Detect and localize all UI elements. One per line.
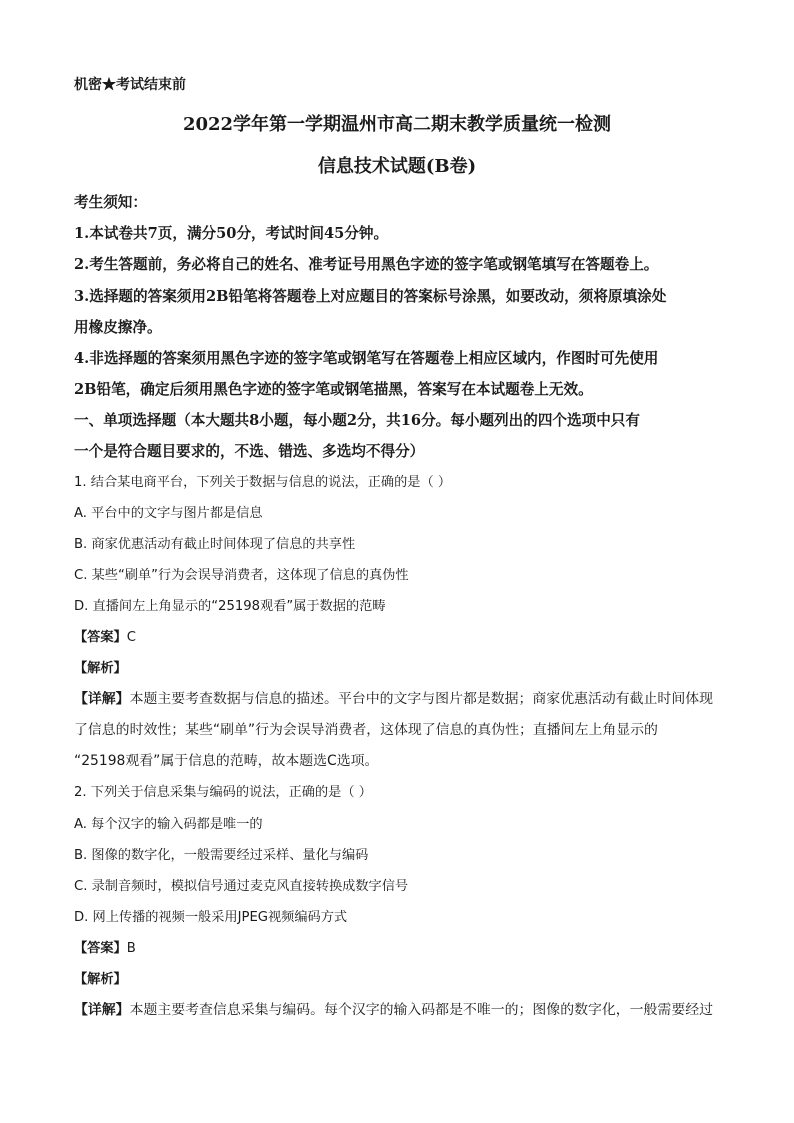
q2-analysis-tag: [74, 973, 127, 986]
q2-answer-tag: 【答案】: [74, 941, 127, 956]
q1-option-a: A. 平台中的文字与图片都是信息: [74, 506, 263, 521]
notice-item-1: 1.本试卷共7页，满分50分，考试时间45分钟。: [74, 225, 389, 242]
confidential-label: 机密★考试结束前: [74, 77, 186, 93]
q2-detail-tag: 【详解】: [74, 1002, 130, 1018]
section-heading-cont: 一个是符合题目要求的，不选、错选、多选均不得分）: [74, 443, 425, 460]
q2-option-c: C. 录制音频时，模拟信号通过麦克风直接转换成数字信号: [74, 879, 409, 894]
exam-subtitle: 信息技术试题(B卷): [317, 156, 477, 177]
q1-analysis-label: 【解析】: [74, 661, 127, 676]
q2-detail-line-1: [74, 1004, 713, 1018]
notice-item-3: 3.选择题的答案须用2B铅笔将答题卷上对应题目的答案标号涂黑，如要改动，须将原填涂处: [74, 288, 667, 305]
q1-option-c: C. 某些“刷单”行为会误导消费者，这体现了信息的真伪性: [74, 568, 409, 583]
q1-detail-text-1: 本题主要考查数据与信息的描述。平台中的文字与图片都是数据；商家优惠活动有截止时间体现: [129, 691, 713, 707]
q2-stem: 2. 下列关于信息采集与编码的说法，正确的是（ ）: [74, 785, 372, 800]
q1-detail-tag: 【详解】: [74, 691, 130, 707]
q2-answer-value: B: [126, 941, 136, 956]
notice-item-3-cont: 用橡皮擦净。: [74, 319, 162, 336]
q2-analysis-label: 【解析】: [74, 972, 127, 987]
notice-item-4-cont: 2B铅笔，确定后须用黑色字迹的签字笔或钢笔描黑，答案写在本试题卷上无效。: [74, 381, 593, 398]
q1-answer-tag: 【答案】: [74, 630, 127, 645]
notice-item-4: 4.非选择题的答案须用黑色字迹的签字笔或钢笔写在答题卷上相应区域内，作图时可先使用: [74, 350, 659, 367]
q2-option-d: D. 网上传播的视频一般采用JPEG视频编码方式: [74, 910, 348, 925]
exam-title: 2022学年第一学期温州市高二期末教学质量统一检测: [182, 114, 612, 135]
notice-heading: 考生须知：: [74, 194, 147, 211]
q2-option-b: B. 图像的数字化，一般需要经过采样、量化与编码: [74, 848, 369, 863]
q1-detail-line-3: “25198观看”属于信息的范畴，故本题选C选项。: [74, 753, 379, 769]
q1-detail-line-1: [74, 693, 713, 707]
q1-stem: 1. 结合某电商平台，下列关于数据与信息的说法，正确的是（ ）: [74, 475, 452, 490]
q2-detail-text-1: 本题主要考查信息采集与编码。每个汉字的输入码都是不唯一的；图像的数字化，一般需要经过: [129, 1002, 713, 1018]
q1-detail-line-2: 了信息的时效性；某些“刷单”行为会误导消费者，这体现了信息的真伪性；直播间左上角显示的: [74, 722, 658, 738]
q2-option-a: A. 每个汉字的输入码都是唯一的: [74, 817, 263, 832]
q2-answer: [74, 942, 136, 955]
q1-answer-value: C: [126, 630, 136, 645]
q1-analysis-tag: [74, 662, 127, 675]
section-heading: 一、单项选择题（本大题共8小题，每小题2分，共16分。每小题列出的四个选项中只有: [74, 412, 640, 429]
q1-answer: [74, 631, 136, 644]
q1-option-d: D. 直播间左上角显示的“25198观看”属于数据的范畴: [74, 599, 386, 614]
q1-option-b: B. 商家优惠活动有截止时间体现了信息的共享性: [74, 537, 356, 552]
notice-item-2: 2.考生答题前，务必将自己的姓名、准考证号用黑色字迹的签字笔或钢笔填写在答题卷上。: [74, 256, 659, 273]
